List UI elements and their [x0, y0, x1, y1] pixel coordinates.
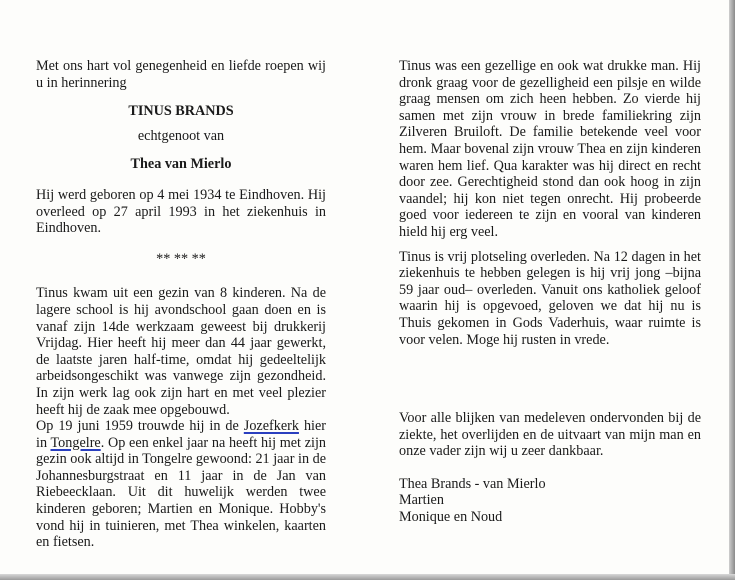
thanks-paragraph: Voor alle blijken van medeleven ondervonden bij de ziekte, het overlijden en de uitvaart van mijn man en onze vader zijn wij u zeer dankbaar.	[399, 410, 701, 460]
passing-paragraph: Tinus is vrij plotseling overleden. Na 12 dagen in het ziekenhuis te hebben gelegen is hij vrij jong –bijna 59 jaar oud– overleden. Vanuit ons katholiek geloof waarin hij is opgevoed, geloven we dat hij nu is Thuis gekomen in Gods Vaderhuis, waar ruimte is voor velen. Moge hij rusten in vrede.	[399, 248, 701, 348]
left-column	[36, 58, 326, 551]
scan-edge-right	[729, 0, 735, 580]
signatures	[399, 476, 701, 526]
signature-line: Monique en Noud	[399, 509, 503, 526]
district-name: Tongelre	[50, 434, 101, 451]
deceased-name: TINUS BRANDS	[128, 103, 234, 120]
church-name: Jozefkerk	[243, 418, 299, 435]
separator: ** ** **	[156, 250, 206, 267]
bio-p2-part-c: hier in	[36, 418, 326, 451]
character-paragraph: Tinus was een gezellige en ook wat drukke man. Hij dronk graag voor de gezelligheid een pilsje en wilde graag mensen om zich heen hebben. Zo vierde hij samen met zijn vrouw in brede familiekring zijn Zilveren Bruiloft. De familie betekende veel voor hem. Maar bovenal zijn vrouw Thea en zijn kinderen waren hem lief. Qua karakter was hij direct en recht door zee. Gerechtigheid stond dan ook hoog in zijn vaandel; hij kon niet tegen onrecht. Hij probeerde goed voor iedereen te zijn en vooral van kinderen hield hij erg veel.	[399, 58, 701, 240]
bio-paragraph-2	[36, 418, 326, 551]
birth-death-text: Hij werd geboren op 4 mei 1934 te Eindhoven. Hij overleed op 27 april 1993 in het ziekenhuis in Eindhoven.	[36, 186, 326, 237]
bio-paragraph-1: Tinus kwam uit een gezin van 8 kinderen. Na de lagere school is hij avondschool gaan doen en is vanaf zijn 14de werkzaam geweest bij drukkerij Vrijdag. Hier heeft hij meer dan 44 jaar gewerkt, de laatste jaren half-time, omdat hij gedeeltelijk arbeidsongeschikt was vanwege zijn gezondheid. In zijn werk lag ook zijn hart en met veel plezier heeft hij de zaak mee opgebouwd.	[36, 285, 326, 418]
intro-text: Met ons hart vol genegenheid en liefde roepen wij u in herinnering	[36, 58, 326, 91]
right-column	[399, 58, 701, 526]
bio-p2-part-e: . Op een enkel jaar na heeft hij met zijn gezin ook altijd in Tongelre gewoond: 21 jaar in de Johannesburgstraat en 11 jaar in de Jan van Riebeecklaan. Uit dit huwelijk werden twee kinderen geboren; Martien en Monique. Hobby's vond hij in tuinieren, met Thea winkelen, kaarten en fietsen.	[36, 434, 326, 551]
bio-p2-part-a: Op 19 juni 1959 trouwde hij in de	[36, 418, 244, 435]
spouse-name: Thea van Mierlo	[130, 156, 232, 173]
relation-text: echtgenoot van	[137, 127, 225, 144]
signature-line: Thea Brands - van Mierlo	[399, 475, 546, 492]
scan-edge-bottom	[0, 574, 735, 580]
signature-line: Martien	[399, 492, 444, 509]
